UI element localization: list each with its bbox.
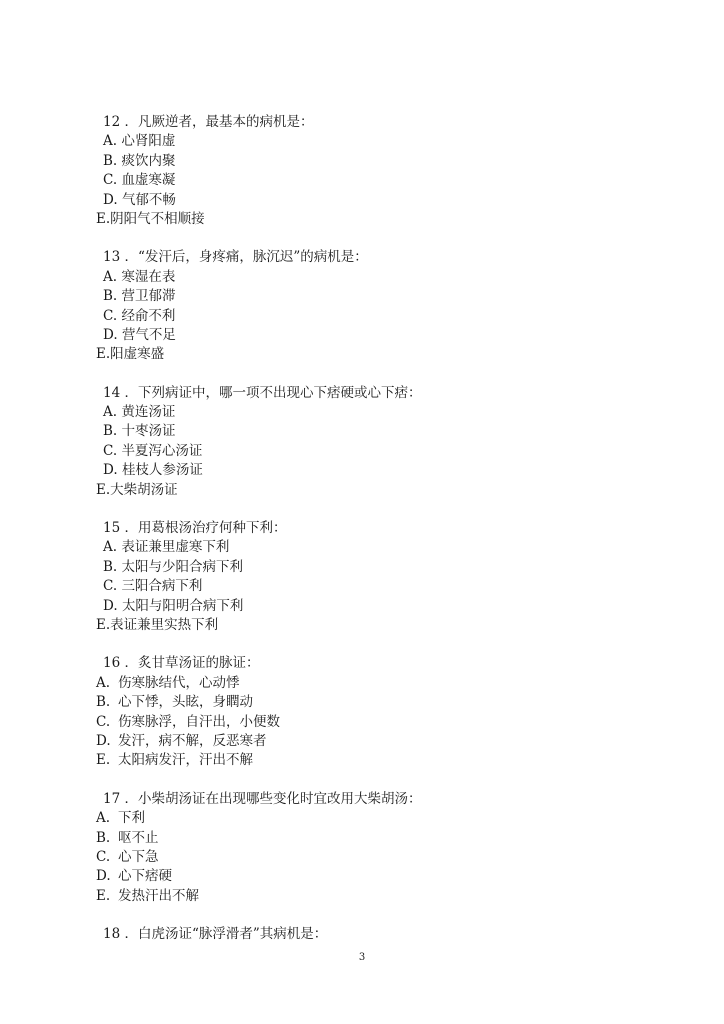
option-text: 营卫郁滞 <box>121 288 176 305</box>
option-label: E. <box>96 887 111 904</box>
option-label: D. <box>103 462 118 479</box>
option-a <box>96 403 656 422</box>
option-a <box>96 674 656 693</box>
option-d <box>96 597 656 616</box>
option-text: 营气不足 <box>121 326 176 343</box>
option-d <box>96 461 656 480</box>
question-13 <box>96 248 656 364</box>
option-c <box>96 307 656 326</box>
option-a <box>96 268 656 287</box>
option-label: E. <box>96 752 111 769</box>
option-label: C. <box>103 442 118 459</box>
question-18 <box>96 925 656 944</box>
option-label: E. <box>96 210 111 227</box>
option-e <box>96 887 656 906</box>
option-label: D. <box>103 326 118 343</box>
option-text: 大柴胡汤证 <box>110 481 178 498</box>
option-b <box>96 422 656 441</box>
option-a <box>96 809 656 828</box>
option-label: B. <box>96 694 111 711</box>
option-text: 表证兼里虚寒下利 <box>121 539 230 556</box>
option-a <box>96 538 656 557</box>
option-text: 发汗，病不解，反恶寒者 <box>118 732 267 749</box>
option-d <box>96 326 656 345</box>
option-label: D. <box>96 732 111 749</box>
question-14 <box>96 384 656 500</box>
question-12 <box>96 113 656 229</box>
option-e <box>96 616 656 635</box>
option-c <box>96 848 656 867</box>
option-text: 伤寒脉结代，心动悸 <box>118 674 240 691</box>
option-c <box>96 171 656 190</box>
question-stem: 12 ．凡厥逆者，最基本的病机是： <box>103 114 314 130</box>
option-label: D. <box>96 868 111 885</box>
option-text: 表证兼里实热下利 <box>110 616 219 633</box>
option-text: 心下悸，头眩，身瞤动 <box>118 694 253 711</box>
option-text: 三阳合病下利 <box>121 578 203 595</box>
option-text: 心下痞硬 <box>118 868 172 885</box>
option-c <box>96 713 656 732</box>
option-label: C. <box>103 578 118 595</box>
option-label: A. <box>96 674 111 691</box>
option-b <box>96 829 656 848</box>
page-number: 3 <box>358 952 366 963</box>
option-text: 黄连汤证 <box>121 404 176 421</box>
question-stem: 17 ．小柴胡汤证在出现哪些变化时宜改用大柴胡汤： <box>103 790 422 807</box>
option-label: A. <box>103 404 118 421</box>
option-label: B. <box>96 829 111 846</box>
option-e <box>96 751 656 770</box>
question-stem: 18 ．白虎汤证“脉浮滑者”其病机是： <box>103 926 328 943</box>
option-label: C. <box>96 713 111 730</box>
option-text: 寒湿在表 <box>121 268 176 285</box>
option-e <box>96 345 656 364</box>
option-text: 太阳病发汗，汗出不解 <box>118 752 253 769</box>
question-16 <box>96 654 656 770</box>
option-d <box>96 867 656 886</box>
option-label: C. <box>96 848 111 865</box>
question-stem: 15 ．用葛根汤治疗何种下利： <box>103 520 287 537</box>
option-label: B. <box>103 152 118 169</box>
option-text: 太阳与少阳合病下利 <box>121 558 244 575</box>
question-17 <box>96 790 656 906</box>
option-label: A. <box>103 133 118 150</box>
option-text: 经俞不利 <box>121 307 176 324</box>
option-text: 痰饮内聚 <box>121 152 176 169</box>
option-b <box>96 287 656 306</box>
option-b <box>96 558 656 577</box>
option-text: 半夏泻心汤证 <box>121 442 203 459</box>
option-text: 阴阳气不相顺接 <box>110 210 205 227</box>
option-label: B. <box>103 558 118 575</box>
option-text: 太阳与阳明合病下利 <box>121 597 244 614</box>
option-label: A. <box>103 539 118 556</box>
option-d <box>96 732 656 751</box>
option-text: 十枣汤证 <box>121 423 176 440</box>
question-stem: 16 ．炙甘草汤证的脉证： <box>103 655 260 672</box>
question-list <box>96 113 656 963</box>
option-label: C. <box>103 307 118 324</box>
question-stem: 13 ．“发汗后，身疼痛，脉沉迟”的病机是： <box>103 249 368 266</box>
option-text: 发热汗出不解 <box>118 887 199 904</box>
option-label: B. <box>103 288 118 305</box>
option-c <box>96 442 656 461</box>
option-text: 呕不止 <box>118 829 159 846</box>
option-label: D. <box>103 191 118 208</box>
question-stem: 14 ．下列病证中，哪一项不出现心下痞硬或心下痞： <box>103 384 422 401</box>
option-text: 伤寒脉浮，自汗出，小便数 <box>118 713 280 730</box>
option-label: A. <box>96 810 111 827</box>
option-text: 下利 <box>118 810 145 827</box>
option-label: D. <box>103 597 118 614</box>
option-text: 心肾阳虚 <box>121 133 176 150</box>
option-b <box>96 693 656 712</box>
option-label: E. <box>96 346 111 363</box>
option-label: A. <box>103 268 118 285</box>
question-15 <box>96 519 656 635</box>
option-text: 气郁不畅 <box>121 191 176 208</box>
option-label: B. <box>103 423 118 440</box>
option-e <box>96 481 656 500</box>
option-label: E. <box>96 481 111 498</box>
option-d <box>96 191 656 210</box>
option-b <box>96 152 656 171</box>
option-label: E. <box>96 616 111 633</box>
option-a <box>96 132 656 151</box>
option-c <box>96 577 656 596</box>
option-e <box>96 210 656 229</box>
option-text: 桂枝人参汤证 <box>121 462 203 479</box>
option-text: 血虚寒凝 <box>121 172 176 189</box>
option-text: 心下急 <box>118 848 159 865</box>
option-label: C. <box>103 172 118 189</box>
option-text: 阳虚寒盛 <box>110 346 165 363</box>
